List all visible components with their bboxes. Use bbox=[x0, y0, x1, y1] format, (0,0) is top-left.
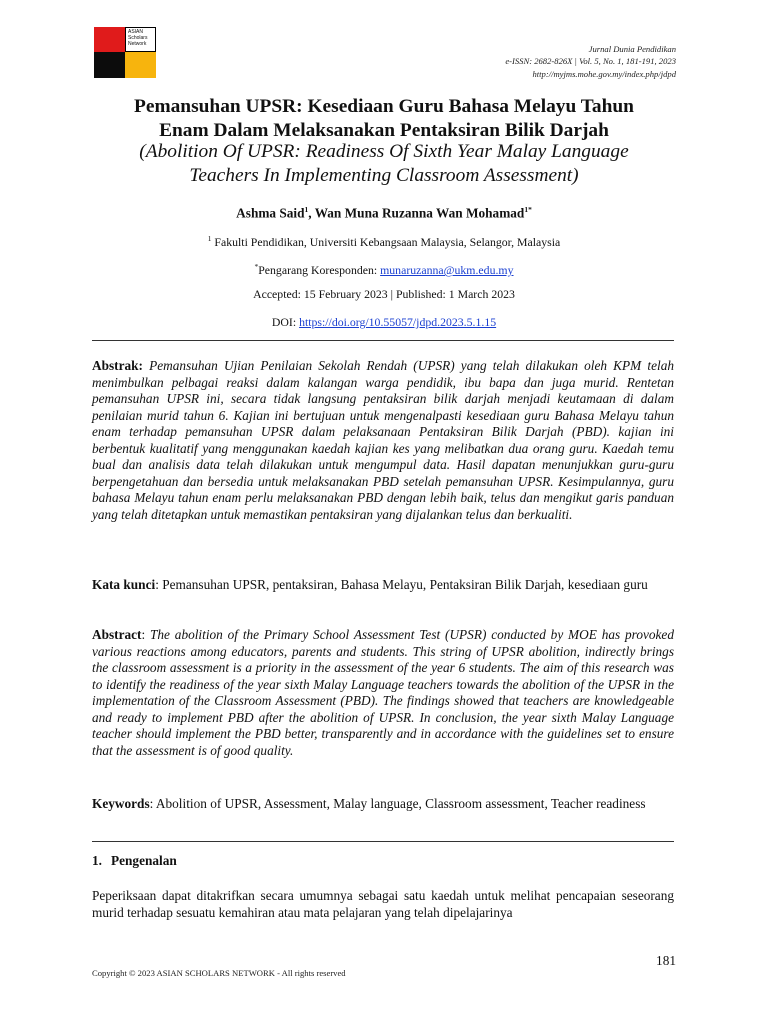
logo-yellow-square bbox=[125, 52, 156, 78]
copyright-notice: Copyright © 2023 ASIAN SCHOLARS NETWORK - All rights reserved bbox=[92, 968, 346, 978]
abstrak-text: Pemansuhan Ujian Penilaian Sekolah Rendah (UPSR) yang telah dilakukan oleh KPM telah menimbulkan pelbagai reaksi dalam kalangan warga pendidik, ibu bapa dan juga murid. Rentetan pemansuhan UPSR ini, secara tidak langsung pentaksiran bilik darjah menjadi keutamaan di dalam penilaian murid tahun 6. Kajian ini bertujuan untuk mengenalpasti kesediaan guru Bahasa Melayu tahun enam terhadap pemansuhan UPSR dalam pelaksanaan Pentaksiran Bilik Darjah (PBD). kajian ini berbentuk kualitatif yang menggunakan kaedah kajian kes yang melibatkan dua orang guru. Kaedah temu bual dan analisis data telah dilakukan untuk mengumpul data. Hasil dapatan menunjukkan guru-guru berpengetahuan dan bersedia untuk melaksanakan PBD setelah pemansuhan UPSR. Kesimpulannya, guru bahasa Melayu tahun enam perlu melaksanakan PBD dengan lebih baik, telus dan mengikut garis panduan yang telah ditetapkan untuk memastikan pentaksiran yang dijalankan telus dan berkualiti. bbox=[92, 358, 674, 522]
abstrak-paragraph bbox=[92, 358, 674, 523]
section-heading bbox=[92, 852, 177, 869]
author-2: Wan Muna Ruzanna Wan Mohamad bbox=[314, 205, 525, 221]
title-english-line-1: (Abolition Of UPSR: Readiness Of Sixth Year Malay Language bbox=[139, 141, 629, 162]
publication-dates bbox=[60, 287, 708, 302]
logo-text bbox=[128, 29, 147, 47]
author-2-affiliation-mark: 1* bbox=[524, 205, 532, 214]
section-number: 1. bbox=[92, 853, 102, 868]
kata-kunci-label: Kata kunci bbox=[92, 577, 156, 592]
author-1: Ashma Said bbox=[236, 205, 305, 221]
journal-issn: e-ISSN: 2682-826X | Vol. 5, No. 1, 181-191, 2023 bbox=[505, 56, 676, 67]
authors bbox=[60, 201, 708, 221]
published-date: Published: 1 March 2023 bbox=[395, 287, 515, 301]
correspondence-label: Pengarang Koresponden: bbox=[258, 262, 381, 277]
divider-top bbox=[92, 340, 674, 341]
correspondence-email-link[interactable]: munaruzanna@ukm.edu.my bbox=[380, 262, 514, 277]
kata-kunci-text: : Pemansuhan UPSR, pentaksiran, Bahasa Melayu, Pentaksiran Bilik Darjah, kesediaan guru bbox=[155, 577, 648, 592]
affiliation bbox=[60, 231, 708, 250]
logo-black-square bbox=[94, 52, 125, 78]
doi-label: DOI: bbox=[271, 315, 300, 329]
abstract-label: Abstract bbox=[92, 627, 142, 642]
abstract-colon: : bbox=[141, 627, 151, 642]
kata-kunci-paragraph bbox=[92, 577, 674, 594]
page-number: 181 bbox=[656, 953, 676, 968]
intro-paragraph bbox=[92, 888, 674, 921]
title-malay-line-1: Pemansuhan UPSR: Kesediaan Guru Bahasa Melayu Tahun bbox=[134, 96, 634, 117]
correspondence-mark: * bbox=[254, 262, 259, 271]
title-english bbox=[60, 140, 708, 188]
abstract-paragraph bbox=[92, 627, 674, 759]
divider-bottom bbox=[92, 841, 674, 842]
affiliation-text: Fakulti Pendidikan, Universiti Kebangsaan Malaysia, Selangor, Malaysia bbox=[211, 234, 561, 249]
logo-red-square bbox=[94, 27, 125, 52]
doi-link[interactable]: https://doi.org/10.55057/jdpd.2023.5.1.15 bbox=[299, 315, 497, 329]
keywords-paragraph bbox=[92, 796, 674, 813]
title-malay bbox=[60, 95, 708, 143]
date-separator: | bbox=[387, 287, 396, 301]
keywords-text: : Abolition of UPSR, Assessment, Malay language, Classroom assessment, Teacher readiness bbox=[149, 796, 646, 811]
journal-name: Jurnal Dunia Pendidikan bbox=[588, 44, 676, 54]
correspondence bbox=[60, 259, 708, 278]
title-english-line-2: Teachers In Implementing Classroom Assessment) bbox=[189, 165, 579, 186]
doi bbox=[60, 315, 708, 330]
journal-url[interactable]: http://myjms.mohe.gov.my/index.php/jdpd bbox=[532, 68, 676, 79]
author-separator: , bbox=[308, 205, 315, 221]
accepted-date: Accepted: 15 February 2023 bbox=[253, 287, 388, 301]
abstrak-label: Abstrak: bbox=[92, 358, 143, 373]
logo-text-line-3: Network bbox=[128, 41, 147, 47]
author-1-affiliation-mark: 1 bbox=[304, 205, 309, 214]
affiliation-mark: 1 bbox=[207, 234, 212, 243]
title-malay-line-2: Enam Dalam Melaksanakan Pentaksiran Bilik Darjah bbox=[159, 120, 609, 141]
keywords-label: Keywords bbox=[92, 796, 150, 811]
publisher-logo bbox=[94, 27, 156, 78]
abstract-text: The abolition of the Primary School Assessment Test (UPSR) conducted by MOE has provoked various reactions among educators, parents and students. This string of UPSR abolition, indirectly brings the classroom assessment is a priority in the assessment of the year 6 students. The aim of this research was to identify the readiness of the year sixth Malay Language teachers towards the abolition of the UPSR in the implementation of the Classroom Assessment (PBD). The findings showed that teachers are knowledgeable and ready to implement PBD after the abolition of UPSR. In conclusion, the year sixth Malay Language teacher should implement the PBD better, transparently and in accordance with the guidelines set to ensure that the assessment is of good quality. bbox=[92, 627, 674, 758]
journal-header bbox=[505, 43, 676, 80]
intro-text: Peperiksaan dapat ditakrifkan secara umumnya sebagai satu kaedah untuk melihat pencapaian seseorang murid terhadap sesuatu kemahiran atau mata pelajaran yang telah dipelajarinya bbox=[92, 888, 674, 920]
logo-text-line-2: Scholars bbox=[128, 35, 148, 41]
logo-text-line-1: ASIAN bbox=[128, 29, 144, 35]
section-title: Pengenalan bbox=[111, 853, 177, 868]
